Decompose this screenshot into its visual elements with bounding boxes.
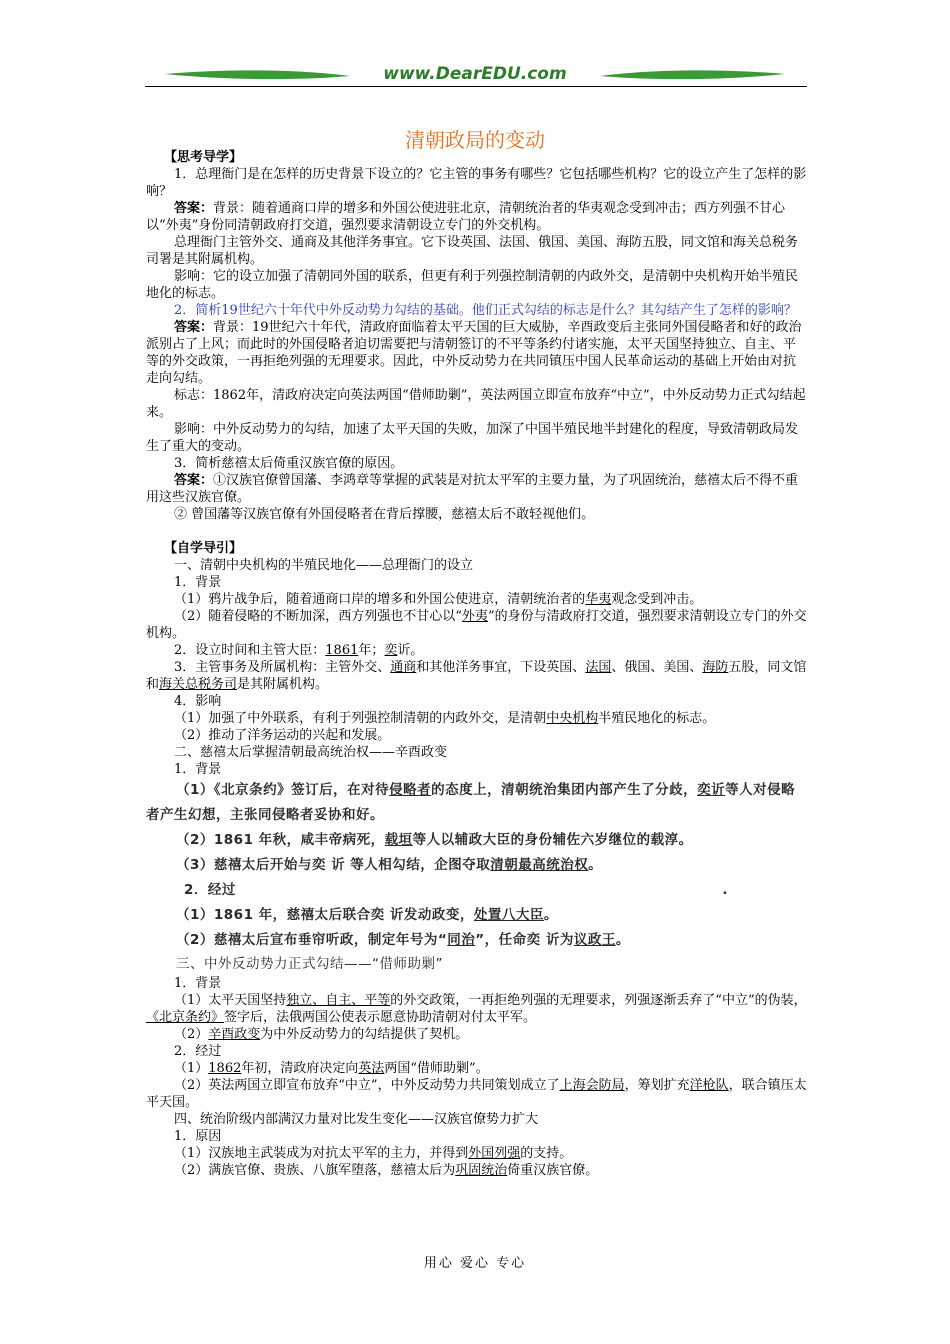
answer: 答案：背景：随着通商口岸的增多和外国公使进驻北京，清朝统治者的华夷观念受到冲击；西方列强不甘心以“外夷”身份同清朝政府打交道，强烈要求清朝设立专门的外交机构。 — [146, 201, 786, 233]
paragraph: 标志：1862年，清政府决定向英法两国“借师助剿”，英法两国立即宣布放弃“中立”，中外反动势力正式勾结起来。 — [146, 388, 806, 420]
scanned-text: （2）慈禧太后宣布垂帘听政，制定年号为“同治”，任命奕 䜣为议政王。 — [176, 932, 630, 948]
list-item: 2．经过 — [174, 1044, 222, 1059]
list-item: （2）随着侵略的不断加深，西方列强也不甘心以“外夷”的身份与清政府打交道，强烈要求清朝设立专门的外交机构。 — [146, 609, 807, 641]
list-item: 1．原因 — [174, 1129, 222, 1144]
subheading: 二、慈禧太后掌握清朝最高统治权——辛酉政变 — [174, 745, 448, 760]
list-item: （1）1862年初，清政府决定向英法两国“借师助剿”。 — [174, 1061, 489, 1076]
subheading: 一、清朝中央机构的半殖民地化——总理衙门的设立 — [174, 558, 474, 573]
scanned-text: （1）1861 年，慈禧太后联合奕 䜣发动政变，处置八大臣。 — [176, 907, 558, 923]
subheading: 四、统治阶级内部满汉力量对比发生变化——汉族官僚势力扩大 — [174, 1112, 539, 1127]
page-footer: 用心 爱心 专心 — [423, 1256, 527, 1271]
list-item: （2）英法两国立即宣布放弃“中立”，中外反动势力共同策划成立了上海会防局，筹划扩充洋枪队，联合镇压太平天国。 — [146, 1078, 807, 1110]
question: 2．简析19世纪六十年代中外反动势力勾结的基础。他们正式勾结的标志是什么？其勾结产生了怎样的影响？ — [174, 303, 797, 318]
list-item: （1）鸦片战争后，随着通商口岸的增多和外国公使进京，清朝统治者的华夷观念受到冲击。 — [174, 592, 703, 607]
question: 1．总理衙门是在怎样的历史背景下设立的？它主管的事务有哪些？它包括哪些机构？它的设立产生了怎样的影响？ — [146, 167, 807, 199]
list-item: （2）推动了洋务运动的兴起和发展。 — [174, 728, 391, 743]
site-url: www.DearEDU.com — [383, 64, 567, 84]
paragraph: 影响：中外反动势力的勾结，加速了太平天国的失败，加深了中国半殖民地半封建化的程度，导致清朝政局发生了重大的变动。 — [146, 422, 799, 454]
question: 3．简析慈禧太后倚重汉族官僚的原因。 — [174, 456, 404, 471]
list-item: （2）辛酉政变为中外反动势力的勾结提供了契机。 — [174, 1027, 469, 1042]
list-item: 2．设立时间和主管大臣：1861年；奕䜣。 — [174, 643, 424, 658]
subheading: 三、中外反动势力正式勾结——“借师助剿” — [176, 956, 443, 972]
list-item: 1．背景 — [174, 976, 222, 991]
scanned-text: （1）《北京条约》签订后，在对待侵略者的态度上，清朝统治集团内部产生了分歧，奕䜣等人对侵略者产生幻想，主张同侵略者妥协和好。 — [146, 782, 796, 823]
paragraph: ② 曾国藩等汉族官僚有外国侵略者在背后撑腰，慈禧太后不敢轻视他们。 — [174, 507, 595, 522]
document-body — [146, 149, 808, 1179]
paragraph: 影响：它的设立加强了清朝同外国的联系，但更有利于列强控制清朝的内政外交，是清朝中央机构开始半殖民地化的标志。 — [146, 269, 799, 301]
section-heading: 【思考导学】 — [164, 150, 243, 165]
list-item: （1）汉族地主武装成为对抗太平军的主力，并得到外国列强的支持。 — [174, 1146, 573, 1161]
scanned-text: （2）1861 年秋，咸丰帝病死，载垣等人以辅政大臣的身份辅佐六岁继位的载淳。 — [176, 832, 693, 848]
page-title: 清朝政局的变动 — [405, 128, 545, 152]
scanned-text: （3）慈禧太后开始与奕 䜣 等人相勾结，企图夺取清朝最高统治权。 — [176, 857, 603, 873]
answer: 答案：①汉族官僚曾国藩、李鸿章等掌握的武装是对抗太平军的主要力量，为了巩固统治，慈禧太后不得不重用这些汉族官僚。 — [146, 473, 799, 505]
list-item: 1．背景 — [174, 762, 222, 777]
list-item: （2）满族官僚、贵族、八旗军堕落，慈禧太后为巩固统治倚重汉族官僚。 — [174, 1163, 599, 1178]
scanned-text: 2．经过 . — [184, 882, 728, 898]
list-item: 1．背景 — [174, 575, 222, 590]
list-item: 4．影响 — [174, 694, 222, 709]
section-heading: 【自学导引】 — [164, 541, 243, 556]
list-item: 3．主管事务及所属机构：主管外交、通商和其他洋务事宜，下设英国、法国、俄国、美国、海防五股，同文馆和海关总税务司是其附属机构。 — [146, 660, 807, 692]
list-item: （1）太平天国坚持独立、自主、平等的外交政策，一再拒绝列强的无理要求，列强逐渐丢弃了“中立”的伪装，《北京条约》签字后，法俄两国公使表示愿意协助清朝对付太平军。 — [146, 993, 807, 1025]
list-item: （1）加强了中外联系，有利于列强控制清朝的内政外交，是清朝中央机构半殖民地化的标志。 — [174, 711, 716, 726]
header-rule — [145, 86, 807, 87]
answer: 答案：背景：19世纪六十年代，清政府面临着太平天国的巨大威胁，辛酉政变后主张同外国侵略者和好的政治派别占了上风；而此时的外国侵略者迫切需要把与清朝签订的不平等条约付诸实施，太平天国坚持独立、自主、平等的外交政策，一再拒绝列强的无理要求。因此，中外反动势力在共同镇压中国人民革命运动的基础上开始由对抗走向勾结。 — [146, 320, 802, 386]
paragraph: 总理衙门主管外交、通商及其他洋务事宜。它下设英国、法国、俄国、美国、海防五股，同文馆和海关总税务司署是其附属机构。 — [146, 235, 799, 267]
